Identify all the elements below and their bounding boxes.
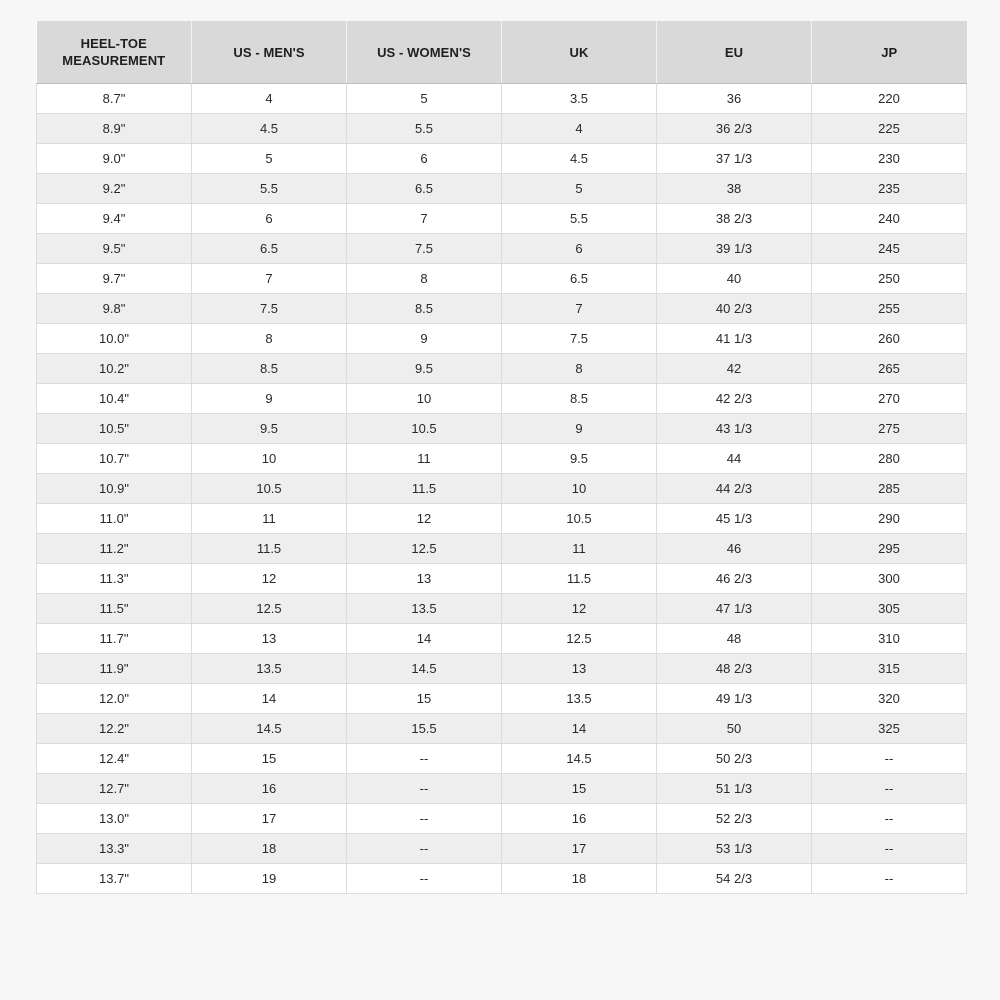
cell-us-womens: 9.5 — [347, 354, 502, 384]
cell-us-mens: 14 — [192, 684, 347, 714]
cell-eu: 40 2/3 — [657, 294, 812, 324]
table-row — [37, 594, 967, 624]
cell-us-mens: 19 — [192, 864, 347, 894]
cell-eu: 49 1/3 — [657, 684, 812, 714]
cell-heel-toe-measurement: 13.7" — [37, 864, 192, 894]
column-header-eu — [657, 21, 812, 84]
cell-us-womens: 15.5 — [347, 714, 502, 744]
cell-heel-toe-measurement: 9.0" — [37, 144, 192, 174]
cell-jp: 325 — [812, 714, 967, 744]
cell-uk: 14.5 — [502, 744, 657, 774]
cell-heel-toe-measurement: 12.4" — [37, 744, 192, 774]
cell-eu: 52 2/3 — [657, 804, 812, 834]
column-header-us-mens — [192, 21, 347, 84]
cell-jp: 280 — [812, 444, 967, 474]
cell-us-womens: 10 — [347, 384, 502, 414]
table-row — [37, 114, 967, 144]
cell-uk: 13 — [502, 654, 657, 684]
cell-uk: 7 — [502, 294, 657, 324]
cell-heel-toe-measurement: 13.3" — [37, 834, 192, 864]
cell-jp: 270 — [812, 384, 967, 414]
table-row — [37, 264, 967, 294]
cell-us-womens: -- — [347, 804, 502, 834]
cell-jp: 310 — [812, 624, 967, 654]
cell-us-mens: 16 — [192, 774, 347, 804]
cell-eu: 44 2/3 — [657, 474, 812, 504]
column-header-label: MEASUREMENT — [62, 53, 166, 68]
cell-us-mens: 12.5 — [192, 594, 347, 624]
cell-eu: 43 1/3 — [657, 414, 812, 444]
cell-us-womens: 5 — [347, 84, 502, 114]
cell-eu: 53 1/3 — [657, 834, 812, 864]
cell-uk: 12 — [502, 594, 657, 624]
table-row — [37, 294, 967, 324]
cell-us-womens: 11 — [347, 444, 502, 474]
column-header-label: EU — [724, 44, 744, 60]
cell-us-mens: 7.5 — [192, 294, 347, 324]
cell-jp: 220 — [812, 84, 967, 114]
table-row — [37, 504, 967, 534]
cell-us-mens: 9 — [192, 384, 347, 414]
cell-us-womens: 8.5 — [347, 294, 502, 324]
cell-eu: 36 2/3 — [657, 114, 812, 144]
cell-uk: 5.5 — [502, 204, 657, 234]
cell-us-womens: -- — [347, 774, 502, 804]
cell-us-mens: 11.5 — [192, 534, 347, 564]
table-row — [37, 324, 967, 354]
cell-uk: 18 — [502, 864, 657, 894]
table-row — [37, 624, 967, 654]
cell-uk: 9 — [502, 414, 657, 444]
cell-heel-toe-measurement: 11.3" — [37, 564, 192, 594]
cell-eu: 36 — [657, 84, 812, 114]
cell-us-womens: 8 — [347, 264, 502, 294]
cell-jp: 225 — [812, 114, 967, 144]
cell-heel-toe-measurement: 12.2" — [37, 714, 192, 744]
cell-uk: 10.5 — [502, 504, 657, 534]
cell-us-womens: 7.5 — [347, 234, 502, 264]
cell-heel-toe-measurement: 11.0" — [37, 504, 192, 534]
cell-jp: 245 — [812, 234, 967, 264]
cell-jp: 260 — [812, 324, 967, 354]
table-row — [37, 804, 967, 834]
shoe-size-conversion-table — [36, 21, 967, 894]
cell-eu: 46 — [657, 534, 812, 564]
cell-eu: 45 1/3 — [657, 504, 812, 534]
cell-us-womens: 6.5 — [347, 174, 502, 204]
cell-us-womens: 14 — [347, 624, 502, 654]
cell-heel-toe-measurement: 10.5" — [37, 414, 192, 444]
table-row — [37, 654, 967, 684]
cell-heel-toe-measurement: 13.0" — [37, 804, 192, 834]
cell-heel-toe-measurement: 9.8" — [37, 294, 192, 324]
table-row — [37, 774, 967, 804]
table-row — [37, 864, 967, 894]
cell-heel-toe-measurement: 8.7" — [37, 84, 192, 114]
cell-jp: 235 — [812, 174, 967, 204]
cell-us-mens: 8 — [192, 324, 347, 354]
cell-us-mens: 11 — [192, 504, 347, 534]
cell-uk: 8.5 — [502, 384, 657, 414]
cell-heel-toe-measurement: 11.2" — [37, 534, 192, 564]
cell-us-womens: 15 — [347, 684, 502, 714]
cell-us-mens: 12 — [192, 564, 347, 594]
column-header-label: JP — [881, 44, 898, 60]
column-header-label: HEEL-TOE — [80, 36, 147, 51]
cell-eu: 44 — [657, 444, 812, 474]
cell-us-womens: 10.5 — [347, 414, 502, 444]
cell-uk: 12.5 — [502, 624, 657, 654]
table-row — [37, 834, 967, 864]
cell-uk: 9.5 — [502, 444, 657, 474]
cell-us-mens: 8.5 — [192, 354, 347, 384]
cell-eu: 40 — [657, 264, 812, 294]
cell-jp: 265 — [812, 354, 967, 384]
table-row — [37, 84, 967, 114]
cell-jp: 240 — [812, 204, 967, 234]
cell-heel-toe-measurement: 9.2" — [37, 174, 192, 204]
cell-jp: -- — [812, 834, 967, 864]
cell-uk: 6 — [502, 234, 657, 264]
cell-heel-toe-measurement: 10.4" — [37, 384, 192, 414]
cell-heel-toe-measurement: 10.7" — [37, 444, 192, 474]
cell-uk: 16 — [502, 804, 657, 834]
cell-us-womens: 14.5 — [347, 654, 502, 684]
cell-us-womens: 11.5 — [347, 474, 502, 504]
column-header-label: US - WOMEN'S — [377, 44, 471, 60]
cell-uk: 15 — [502, 774, 657, 804]
cell-eu: 50 2/3 — [657, 744, 812, 774]
table-row — [37, 444, 967, 474]
table-row — [37, 744, 967, 774]
table-row — [37, 474, 967, 504]
cell-eu: 42 — [657, 354, 812, 384]
table-row — [37, 144, 967, 174]
cell-uk: 6.5 — [502, 264, 657, 294]
cell-eu: 47 1/3 — [657, 594, 812, 624]
cell-uk: 3.5 — [502, 84, 657, 114]
cell-us-mens: 13.5 — [192, 654, 347, 684]
cell-us-mens: 17 — [192, 804, 347, 834]
column-header-us-womens — [347, 21, 502, 84]
cell-heel-toe-measurement: 10.0" — [37, 324, 192, 354]
cell-us-mens: 5.5 — [192, 174, 347, 204]
cell-us-mens: 9.5 — [192, 414, 347, 444]
cell-eu: 42 2/3 — [657, 384, 812, 414]
cell-us-womens: 5.5 — [347, 114, 502, 144]
cell-heel-toe-measurement: 11.5" — [37, 594, 192, 624]
cell-eu: 54 2/3 — [657, 864, 812, 894]
cell-jp: 295 — [812, 534, 967, 564]
cell-uk: 14 — [502, 714, 657, 744]
table-body — [37, 84, 967, 894]
cell-uk: 10 — [502, 474, 657, 504]
cell-uk: 13.5 — [502, 684, 657, 714]
cell-eu: 48 — [657, 624, 812, 654]
table-row — [37, 684, 967, 714]
cell-jp: 305 — [812, 594, 967, 624]
table-row — [37, 204, 967, 234]
cell-us-womens: 13 — [347, 564, 502, 594]
table-row — [37, 174, 967, 204]
cell-us-womens: 6 — [347, 144, 502, 174]
table-row — [37, 534, 967, 564]
cell-eu: 38 2/3 — [657, 204, 812, 234]
cell-eu: 37 1/3 — [657, 144, 812, 174]
cell-eu: 39 1/3 — [657, 234, 812, 264]
cell-us-mens: 6.5 — [192, 234, 347, 264]
cell-jp: -- — [812, 774, 967, 804]
cell-jp: -- — [812, 804, 967, 834]
column-header-label: UK — [569, 44, 589, 60]
table-row — [37, 234, 967, 264]
cell-uk: 17 — [502, 834, 657, 864]
cell-us-mens: 5 — [192, 144, 347, 174]
cell-us-womens: -- — [347, 864, 502, 894]
cell-us-mens: 18 — [192, 834, 347, 864]
cell-uk: 7.5 — [502, 324, 657, 354]
table-row — [37, 354, 967, 384]
cell-jp: -- — [812, 744, 967, 774]
cell-heel-toe-measurement: 11.9" — [37, 654, 192, 684]
cell-uk: 4.5 — [502, 144, 657, 174]
cell-us-mens: 10 — [192, 444, 347, 474]
cell-heel-toe-measurement: 12.0" — [37, 684, 192, 714]
cell-heel-toe-measurement: 9.7" — [37, 264, 192, 294]
cell-heel-toe-measurement: 8.9" — [37, 114, 192, 144]
cell-eu: 41 1/3 — [657, 324, 812, 354]
cell-us-mens: 13 — [192, 624, 347, 654]
cell-us-womens: 12 — [347, 504, 502, 534]
column-header-uk — [502, 21, 657, 84]
table-row — [37, 564, 967, 594]
cell-jp: 300 — [812, 564, 967, 594]
cell-eu: 48 2/3 — [657, 654, 812, 684]
table-row — [37, 384, 967, 414]
table-row — [37, 414, 967, 444]
cell-jp: 290 — [812, 504, 967, 534]
cell-us-mens: 6 — [192, 204, 347, 234]
cell-eu: 46 2/3 — [657, 564, 812, 594]
cell-jp: 315 — [812, 654, 967, 684]
cell-uk: 11 — [502, 534, 657, 564]
cell-us-womens: 9 — [347, 324, 502, 354]
cell-jp: 230 — [812, 144, 967, 174]
cell-us-womens: -- — [347, 744, 502, 774]
header-row — [37, 21, 967, 84]
cell-uk: 8 — [502, 354, 657, 384]
table-row — [37, 714, 967, 744]
cell-jp: -- — [812, 864, 967, 894]
cell-heel-toe-measurement: 9.5" — [37, 234, 192, 264]
column-header-label: US - MEN'S — [233, 44, 305, 60]
cell-heel-toe-measurement: 9.4" — [37, 204, 192, 234]
cell-jp: 250 — [812, 264, 967, 294]
cell-us-womens: 13.5 — [347, 594, 502, 624]
cell-heel-toe-measurement: 10.2" — [37, 354, 192, 384]
cell-jp: 285 — [812, 474, 967, 504]
cell-uk: 11.5 — [502, 564, 657, 594]
cell-us-womens: 12.5 — [347, 534, 502, 564]
cell-heel-toe-measurement: 11.7" — [37, 624, 192, 654]
cell-us-mens: 4 — [192, 84, 347, 114]
cell-eu: 51 1/3 — [657, 774, 812, 804]
cell-us-mens: 7 — [192, 264, 347, 294]
cell-us-mens: 14.5 — [192, 714, 347, 744]
cell-us-womens: 7 — [347, 204, 502, 234]
cell-us-womens: -- — [347, 834, 502, 864]
column-header-jp — [812, 21, 967, 84]
cell-jp: 275 — [812, 414, 967, 444]
column-header-heel-toe-measurement — [37, 21, 192, 84]
cell-us-mens: 4.5 — [192, 114, 347, 144]
cell-uk: 4 — [502, 114, 657, 144]
cell-eu: 50 — [657, 714, 812, 744]
cell-heel-toe-measurement: 10.9" — [37, 474, 192, 504]
cell-uk: 5 — [502, 174, 657, 204]
cell-jp: 255 — [812, 294, 967, 324]
cell-jp: 320 — [812, 684, 967, 714]
cell-us-mens: 15 — [192, 744, 347, 774]
cell-heel-toe-measurement: 12.7" — [37, 774, 192, 804]
cell-us-mens: 10.5 — [192, 474, 347, 504]
cell-eu: 38 — [657, 174, 812, 204]
table-header — [37, 21, 967, 84]
